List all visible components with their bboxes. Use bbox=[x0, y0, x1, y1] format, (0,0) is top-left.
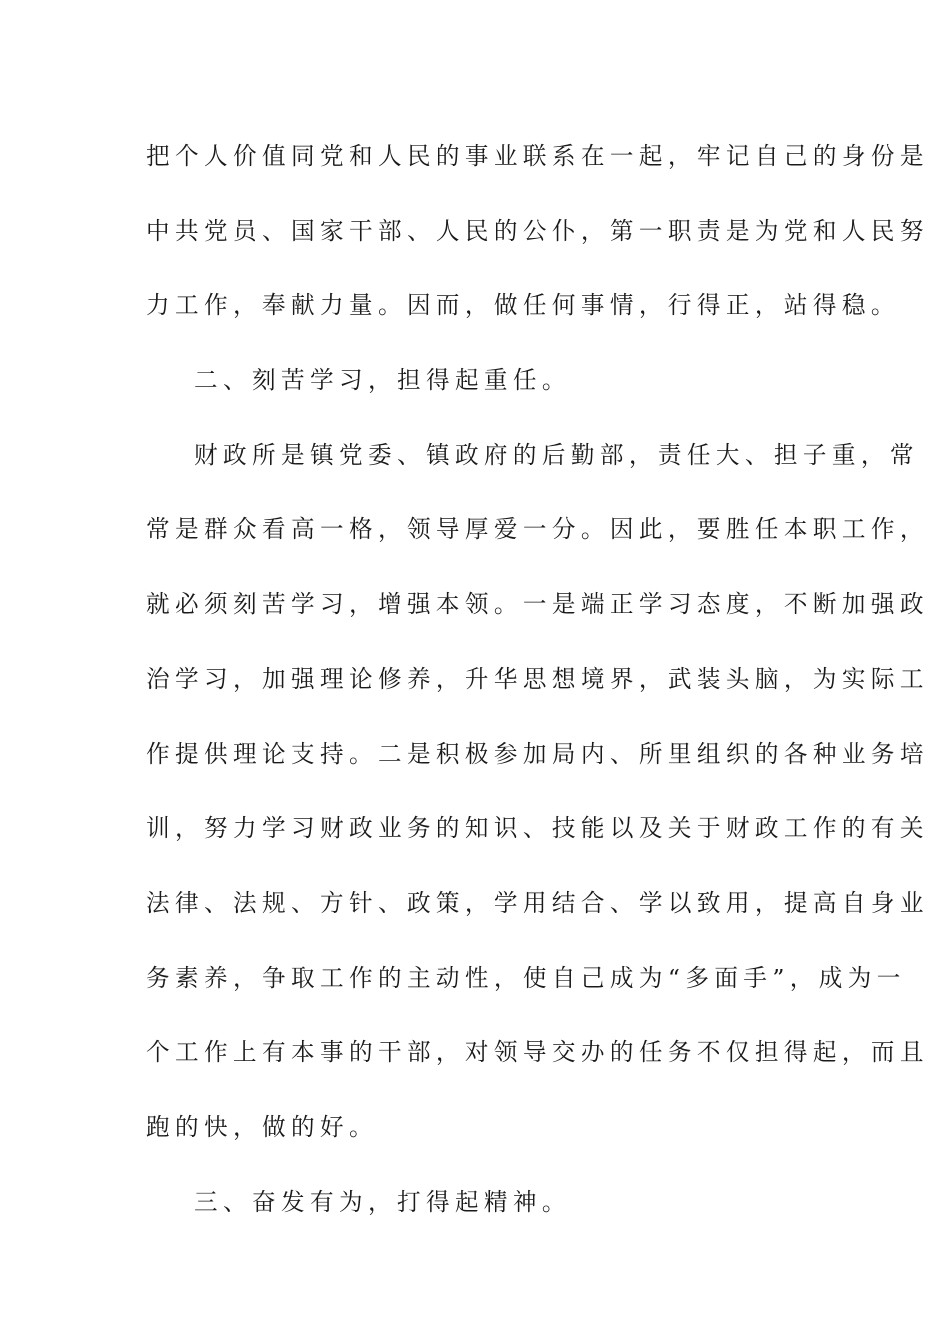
text-line: 就必须刻苦学习，增强本领。一是端正学习态度，不断加强政 bbox=[146, 590, 929, 619]
text-line: 跑的快，做的好。 bbox=[146, 1112, 378, 1141]
text-line: 力工作，奉献力量。因而，做任何事情，行得正，站得稳。 bbox=[146, 291, 900, 320]
text-line: 中共党员、国家干部、人民的公仆，第一职责是为党和人民努 bbox=[146, 216, 929, 245]
text-line: 法律、法规、方针、政策，学用结合、学以致用，提高自身业 bbox=[146, 888, 929, 917]
text-line: 财政所是镇党委、镇政府的后勤部，责任大、担子重，常 bbox=[194, 440, 919, 469]
text-line: 常是群众看高一格，领导厚爱一分。因此，要胜任本职工作， bbox=[146, 515, 929, 544]
text-line: 治学习，加强理论修养，升华思想境界，武装头脑，为实际工 bbox=[146, 664, 929, 693]
section-heading: 三、奋发有为，打得起精神。 bbox=[194, 1187, 571, 1216]
section-heading: 二、刻苦学习，担得起重任。 bbox=[194, 366, 571, 395]
text-line: 训，努力学习财政业务的知识、技能以及关于财政工作的有关 bbox=[146, 814, 929, 843]
document-body bbox=[146, 119, 929, 1239]
text-line: 把个人价值同党和人民的事业联系在一起，牢记自己的身份是 bbox=[146, 142, 929, 170]
text-line: 务素养，争取工作的主动性，使自己成为“多面手”，成为一 bbox=[146, 963, 906, 992]
text-line: 作提供理论支持。二是积极参加局内、所里组织的各种业务培 bbox=[146, 739, 929, 768]
text-line: 个工作上有本事的干部，对领导交办的任务不仅担得起，而且 bbox=[146, 1038, 929, 1067]
